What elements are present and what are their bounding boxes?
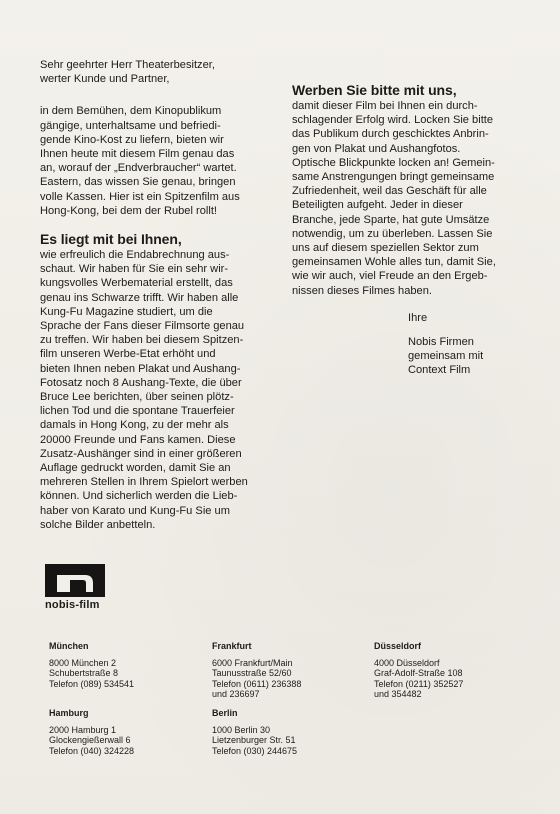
- office-hamburg: [49, 708, 134, 756]
- right-body-paragraph: [292, 99, 528, 298]
- office-phone: Telefon (0611) 236388: [212, 678, 302, 689]
- text-line: 20000 Freunde und Fans kamen. Diese: [40, 433, 236, 446]
- text-line: gende Kino-Kost zu liefern, bieten wir: [40, 133, 224, 146]
- left-heading: Es liegt mit bei Ihnen,: [40, 231, 182, 248]
- text-line: mehreren Stellen in Ihrem Spielort werben: [40, 476, 248, 489]
- office-address-line: Schubertstraße 8: [49, 668, 119, 679]
- right-heading: Werben Sie bitte mit uns,: [292, 82, 457, 98]
- text-line: nissen dieses Filmes haben.: [292, 284, 432, 297]
- text-line: uns auf diesem speziellen Sektor zum: [292, 242, 479, 255]
- intro-paragraph: [40, 104, 280, 218]
- text-line: zu treffen. Wir haben bei diesem Spitzen-: [40, 334, 244, 347]
- left-column: [40, 58, 280, 532]
- text-line: können. Und sicherlich werden die Lieb-: [40, 490, 238, 503]
- office-city: Hamburg: [49, 708, 89, 718]
- text-line: wie wir auch, viel Freude an den Ergeb-: [292, 270, 488, 283]
- text-line: Fotosatz noch 8 Aushang-Texte, die über: [40, 376, 242, 389]
- text-line: wie erfreulich die Endabrechnung aus-: [40, 249, 230, 262]
- text-line: Bruce Lee berichten, über seinen plötz-: [40, 391, 234, 404]
- text-line: das Publikum durch geschicktes Anbrin-: [292, 128, 489, 141]
- office-address-line: Lietzenburger Str. 51: [212, 735, 296, 746]
- logo-wordmark: nobis-film: [45, 599, 100, 611]
- office-duesseldorf: [374, 641, 463, 700]
- office-address-line: 6000 Frankfurt/Main: [212, 657, 293, 668]
- text-line: gen von Plakat und Aushangfotos.: [292, 142, 461, 155]
- text-line: bieten Ihnen neben Plakat und Aushang-: [40, 362, 241, 375]
- text-line: in dem Bemühen, dem Kinopublikum: [40, 105, 222, 118]
- office-phone: Telefon (089) 534541: [49, 678, 135, 689]
- text-line: genau ins Schwarze trifft. Wir haben alle: [40, 291, 239, 304]
- text-line: Beteiligten aufgeht. Jeder in dieser: [292, 199, 463, 212]
- text-line: notwendig, um zu überleben. Lassen Sie: [292, 227, 493, 240]
- text-line: damit dieser Film bei Ihnen ein durch-: [292, 100, 478, 112]
- text-line: film unseren Werbe-Etat erhöht und: [40, 348, 216, 361]
- right-column: [292, 82, 528, 378]
- office-address-line: Graf-Adolf-Straße 108: [374, 668, 463, 679]
- closing: Ihre: [408, 311, 428, 324]
- office-city: Frankfurt: [212, 641, 252, 651]
- text-line: same Anstrengungen bringt gemeinsame: [292, 171, 495, 184]
- office-address-line: Taunusstraße 52/60: [212, 668, 292, 679]
- text-line: Kung-Fu Magazine studiert, um die: [40, 305, 213, 318]
- text-line: Hong-Kong, bei dem der Rubel rollt!: [40, 204, 217, 217]
- signature-line: Context Film: [408, 364, 471, 377]
- office-phone: und 236697: [212, 689, 260, 700]
- logo-mark: [45, 564, 105, 597]
- text-line: Sprache der Fans dieser Filmsorte genau: [40, 320, 245, 333]
- office-city: Berlin: [212, 708, 238, 718]
- nobis-film-logo: [45, 564, 105, 611]
- text-line: gängige, unterhaltsame und befriedi-: [40, 119, 221, 132]
- signature-line: Nobis Firmen: [408, 336, 474, 349]
- office-phone: und 354482: [374, 689, 422, 700]
- salutation-line: werter Kunde und Partner,: [40, 73, 170, 86]
- office-address-line: 8000 München 2: [49, 657, 117, 668]
- signature: [408, 335, 528, 378]
- text-line: volle Kassen. Hier ist ein Spitzenfilm aus: [40, 190, 240, 203]
- text-line: schaut. Wir haben für Sie ein sehr wir-: [40, 263, 229, 276]
- office-address-line: 2000 Hamburg 1: [49, 724, 117, 735]
- office-frankfurt: [212, 641, 301, 700]
- text-line: Ihnen heute mit diesem Film genau das: [40, 148, 235, 161]
- text-line: haber von Karato und Kung-Fu Sie um: [40, 504, 230, 517]
- office-city: Düsseldorf: [374, 641, 422, 651]
- text-line: Eastern, das wissen Sie genau, bringen: [40, 176, 236, 189]
- text-line: gemeinsamen Wohle alles tun, damit Sie,: [292, 256, 496, 269]
- office-phone: Telefon (030) 244675: [212, 745, 298, 756]
- text-line: schlagender Erfolg wird. Locken Sie bitte: [292, 114, 494, 127]
- office-munich: [49, 641, 134, 689]
- office-phone: Telefon (0211) 352527: [374, 678, 464, 689]
- text-line: Optische Blickpunkte locken an! Gemein-: [292, 156, 495, 169]
- logo-n-icon: [45, 564, 105, 597]
- text-line: Zusatz-Aushänger sind in einer größeren: [40, 447, 242, 460]
- office-city: München: [49, 641, 89, 651]
- office-address-line: Glockengießerwall 6: [49, 735, 131, 746]
- signature-line: gemeinsam mit: [408, 350, 484, 363]
- text-line: lichen Tod und die spontane Trauerfeier: [40, 405, 235, 418]
- text-line: an, worauf der „Endverbraucher“ wartet.: [40, 162, 237, 175]
- text-line: kungsvolles Werbematerial erstellt, das: [40, 277, 233, 290]
- salutation-line: Sehr geehrter Herr Theaterbesitzer,: [40, 59, 215, 71]
- office-address-line: 1000 Berlin 30: [212, 724, 271, 735]
- text-line: Auflage gedruckt worden, damit Sie an: [40, 462, 231, 475]
- text-line: Branche, jede Sparte, hat gute Umsätze: [292, 213, 490, 226]
- text-line: solche Bilder anbetteln.: [40, 518, 156, 531]
- left-body-paragraph: [40, 248, 280, 532]
- text-line: Zufriedenheit, weil das Geschäft für alle: [292, 185, 487, 198]
- office-phone: Telefon (040) 324228: [49, 745, 135, 756]
- office-address-line: 4000 Düsseldorf: [374, 657, 440, 668]
- salutation: [40, 58, 280, 86]
- text-line: damals in Hong Kong, zu der mehr als: [40, 419, 229, 432]
- office-berlin: [212, 708, 297, 756]
